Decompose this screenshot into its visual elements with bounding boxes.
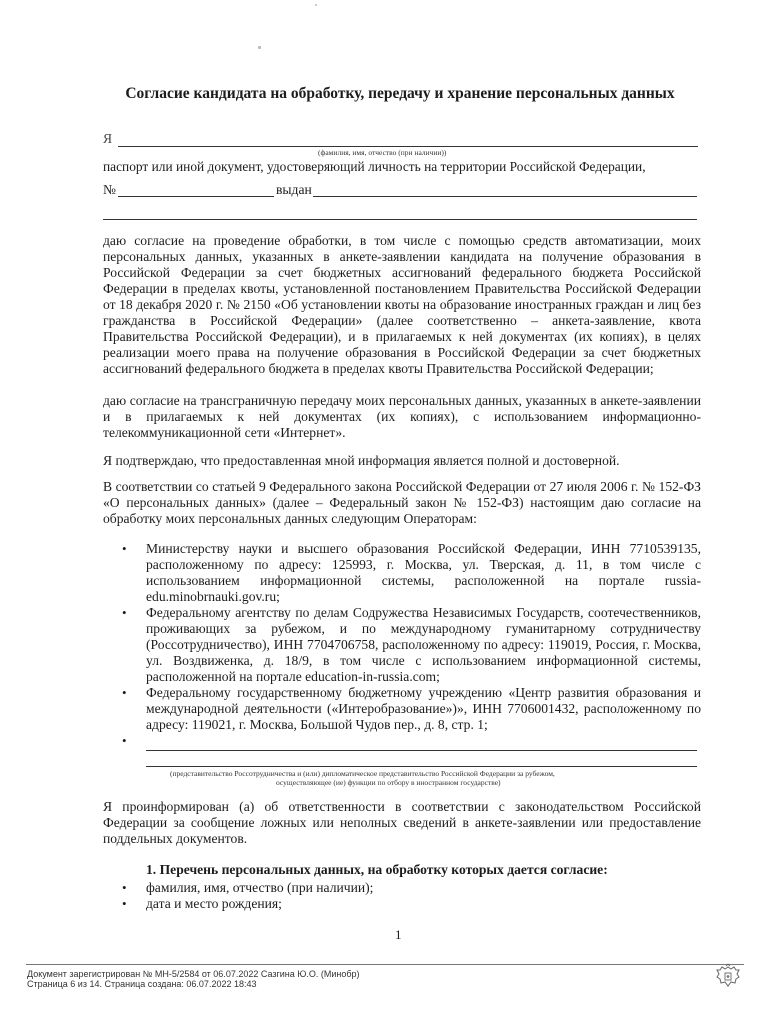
page-number: 1 xyxy=(395,927,402,942)
operator-text: Федеральному агентству по делам Содружества Независимых Государств, соотечественников, проживающих за рубежом, и по международному гуманитарному сотрудничеству (Россотрудничество), ИНН 7704706758, расположенному по адресу: 119019, Россия, г. Москва, ул. Воздвиженка, д. 18/9, в том числе с использованием информационной системы, расположенной на портале education-in-russia.com; xyxy=(146,605,701,684)
confirm-paragraph: Я подтверждаю, что предоставленная мной информация является полной и достоверной. xyxy=(103,453,620,468)
passport-line: паспорт или иной документ, удостоверяющий личность на территории Российской Федерации, xyxy=(103,159,646,174)
bullet-icon: • xyxy=(122,896,127,911)
operator-text: Федеральному государственному бюджетному учреждению «Центр развития образования и международной деятельности («Интеробразование»)», ИНН 7706001432, расположенному по адресу: 119021, г. Москва, Большой Чудов пер., д. 8, стр. 1; xyxy=(146,685,701,732)
informed-paragraph: Я проинформирован (а) об ответственности в соответствии с законодательством Российской Федерации за сообщение ложных или неполных сведений в анкете-заявлении или предоставление поддельных документов. xyxy=(103,799,701,846)
footer-page-info: Страница 6 из 14. Страница создана: 06.07.2022 18:43 xyxy=(27,979,257,989)
consent-paragraph-1: даю согласие на проведение обработки, в том числе с помощью средств автоматизации, моих персональных данных, указанных в анкете-заявлении кандидата на получение образования в Российской Федерации за счет бюджетных ассигнований федерального бюджета Российской Федерации в пределах квоты, установленной постановлением Правительства Российской Федерации от 18 декабря 2020 г. № 2150 «Об установлении квоты на образование иностранных граждан и лиц без гражданства в Российской Федерации» (далее соответственно – анкета-заявление, квота Правительства Российской Федерации), и в прилагаемых к ней документах (их копиях), в целях реализации моего права на получение образования в Российской Федерации за счет бюджетных ассигнований федерального бюджета в пределах квоты Правительства Российской Федерации; xyxy=(103,233,701,376)
bullet-icon: • xyxy=(122,541,127,556)
data-item-text: фамилия, имя, отчество (при наличии); xyxy=(146,880,374,895)
list-item xyxy=(103,605,701,685)
representative-field-line[interactable] xyxy=(146,750,697,751)
consent-paragraph-2: даю согласие на трансграничную передачу моих персональных данных, указанных в анкете-заявлении и в прилагаемых к ней документах (их копиях), с использованием информационно-телекоммуникационной сети «Интернет». xyxy=(103,393,701,440)
name-field-line[interactable] xyxy=(118,146,698,147)
issued-label: выдан xyxy=(276,182,312,197)
issued-field-line[interactable] xyxy=(313,196,697,197)
list-item xyxy=(103,541,701,605)
list-item xyxy=(103,896,701,912)
footer-divider xyxy=(26,964,744,965)
bullet-icon: • xyxy=(122,733,127,748)
representative-hint-2: осуществляющее (ие) функции по отбору в иностранном государстве) xyxy=(276,778,501,787)
number-field-line[interactable] xyxy=(118,196,274,197)
operators-list xyxy=(103,541,701,749)
operator-text: Министерству науки и высшего образования Российской Федерации, ИНН 7710539135, расположенному по адресу: 125993, г. Москва, ул. Тверская, д. 11, в том числе с использованием информационной системы, расположенной на портале russia-edu.minobrnauki.gov.ru; xyxy=(146,541,701,604)
i-label: Я xyxy=(103,131,113,146)
list-item xyxy=(103,733,701,749)
law-paragraph: В соответствии со статьей 9 Федерального закона Российской Федерации от 27 июля 2006 г. № 152-ФЗ «О персональных данных» (далее – Федеральный закон № 152-ФЗ) настоящим даю согласие на обработку моих персональных данных следующим Операторам: xyxy=(103,479,701,526)
number-label: № xyxy=(103,182,116,197)
bullet-icon: • xyxy=(122,880,127,895)
section-1-title: 1. Перечень персональных данных, на обработку которых дается согласие: xyxy=(146,862,608,877)
representative-field-line-2[interactable] xyxy=(146,766,697,767)
bullet-icon: • xyxy=(122,605,127,620)
list-item xyxy=(103,880,701,896)
data-item-text: дата и место рождения; xyxy=(146,896,282,911)
bullet-icon: • xyxy=(122,685,127,700)
list-item xyxy=(103,685,701,733)
scan-speck xyxy=(258,46,261,49)
coat-of-arms-icon xyxy=(714,963,742,991)
scan-speck xyxy=(315,4,317,6)
footer-registration: Документ зарегистрирован № МН-5/2584 от 06.07.2022 Сазгина Ю.О. (Минобр) xyxy=(27,969,360,979)
issued-continued-line[interactable] xyxy=(103,219,697,220)
representative-hint-1: (представительство Россотрудничества и (или) дипломатическое представительство Российской Федерации за рубежом, xyxy=(170,769,555,778)
document-title: Согласие кандидата на обработку, передачу и хранение персональных данных xyxy=(125,85,675,102)
name-hint: (фамилия, имя, отчество (при наличии)) xyxy=(318,148,447,157)
personal-data-list xyxy=(103,880,701,912)
